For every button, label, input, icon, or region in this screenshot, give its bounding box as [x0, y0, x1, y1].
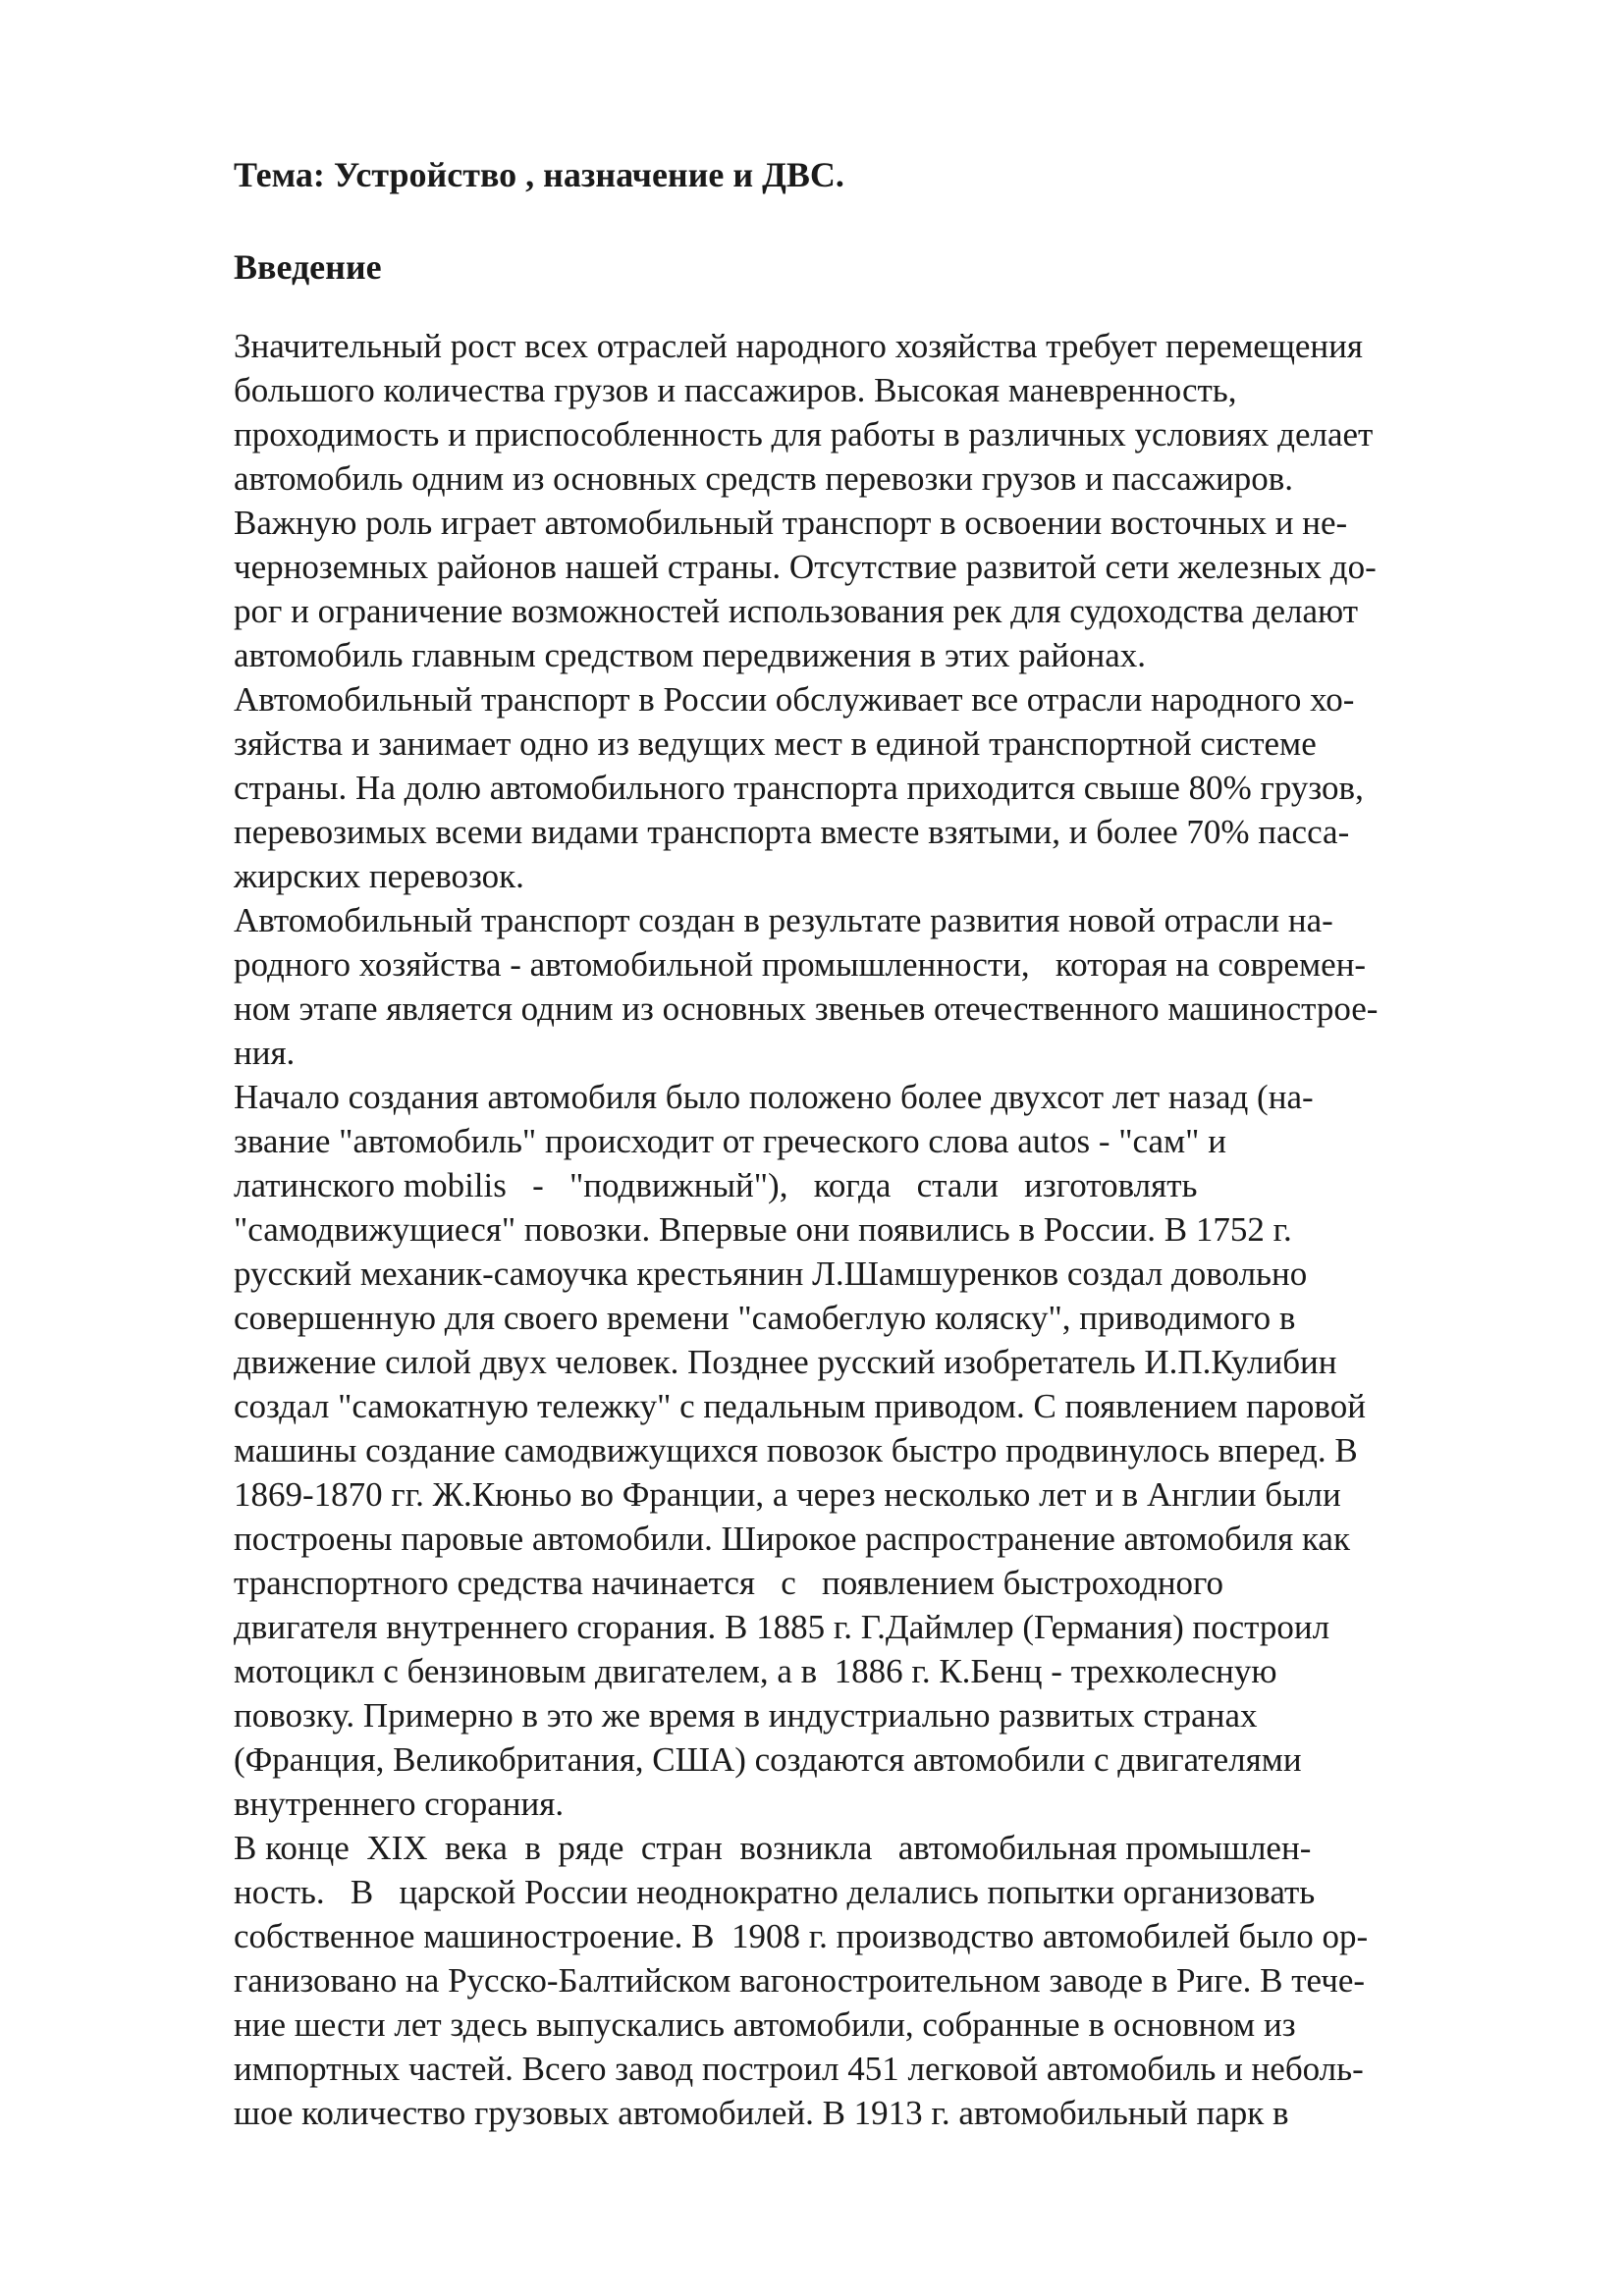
- body-text: [234, 324, 1530, 2135]
- text-line: Значительный рост всех отраслей народного хозяйства требует перемещения: [234, 327, 1363, 365]
- text-line: звание "автомобиль" происходит от греческого слова autos - "сам" и: [234, 1122, 1226, 1160]
- text-line: зяйства и занимает одно из ведущих мест в единой транспортной системе: [234, 724, 1317, 763]
- text-line: Автомобильный транспорт в России обслуживает все отрасли народного хо-: [234, 680, 1355, 719]
- text-line: ганизовано на Русско-Балтийском вагоностроительном заводе в Риге. В тече-: [234, 1961, 1366, 2000]
- text-line: автомобиль одним из основных средств перевозки грузов и пассажиров.: [234, 459, 1294, 498]
- text-line: ния.: [234, 1034, 296, 1072]
- text-line: жирских перевозок.: [234, 857, 524, 895]
- section-heading-introduction: Введение: [234, 247, 382, 287]
- document-title: Тема: Устройство , назначение и ДВС.: [234, 155, 844, 194]
- text-line: движение силой двух человек. Позднее русский изобретатель И.П.Кулибин: [234, 1343, 1337, 1381]
- text-line: латинского mobilis - "подвижный"), когда стали изготовлять: [234, 1166, 1198, 1204]
- text-line: черноземных районов нашей страны. Отсутствие развитой сети железных до-: [234, 548, 1377, 586]
- text-line: построены паровые автомобили. Широкое распространение автомобиля как: [234, 1520, 1350, 1558]
- text-line: ном этапе является одним из основных звеньев отечественного машинострое-: [234, 989, 1379, 1028]
- text-line: ние шести лет здесь выпускались автомобили, собранные в основном из: [234, 2005, 1296, 2044]
- text-line: 1869-1870 гг. Ж.Кюньо во Франции, а через несколько лет и в Англии были: [234, 1475, 1341, 1514]
- text-line: русский механик-самоучка крестьянин Л.Шамшуренков создал довольно: [234, 1255, 1308, 1293]
- text-line: ность. В царской России неоднократно делались попытки организовать: [234, 1873, 1316, 1911]
- text-line: создал "самокатную тележку" с педальным приводом. С появлением паровой: [234, 1387, 1366, 1425]
- text-line: внутреннего сгорания.: [234, 1785, 565, 1823]
- text-line: перевозимых всеми видами транспорта вместе взятыми, и более 70% пасса-: [234, 813, 1350, 851]
- text-line: собственное машиностроение. В 1908 г. производство автомобилей было ор-: [234, 1917, 1369, 1955]
- text-line: рог и ограничение возможностей использования рек для судоходства делают: [234, 592, 1359, 630]
- text-line: большого количества грузов и пассажиров. Высокая маневренность,: [234, 371, 1237, 409]
- text-line: Автомобильный транспорт создан в результате развития новой отрасли на-: [234, 901, 1333, 939]
- text-line: родного хозяйства - автомобильной промышленности, которая на современ-: [234, 945, 1367, 984]
- text-line: импортных частей. Всего завод построил 451 легковой автомобиль и неболь-: [234, 2050, 1364, 2088]
- text-line: транспортного средства начинается с появлением быстроходного: [234, 1564, 1224, 1602]
- text-line: "самодвижущиеся" повозки. Впервые они появились в России. В 1752 г.: [234, 1210, 1292, 1249]
- text-line: мотоцикл с бензиновым двигателем, а в 1886 г. К.Бенц - трехколесную: [234, 1652, 1277, 1690]
- text-line: автомобиль главным средством передвижения в этих районах.: [234, 636, 1147, 674]
- text-line: шое количество грузовых автомобилей. В 1913 г. автомобильный парк в: [234, 2094, 1289, 2132]
- text-line: (Франция, Великобритания, США) создаются автомобили с двигателями: [234, 1740, 1302, 1779]
- text-line: проходимость и приспособленность для работы в различных условиях делает: [234, 415, 1374, 454]
- text-line: Начало создания автомобиля было положено более двухсот лет назад (на-: [234, 1078, 1314, 1116]
- text-line: страны. На долю автомобильного транспорта приходится свыше 80% грузов,: [234, 769, 1364, 807]
- text-line: В конце XIX века в ряде стран возникла автомобильная промышлен-: [234, 1829, 1312, 1867]
- text-line: машины создание самодвижущихся повозок быстро продвинулось вперед. В: [234, 1431, 1358, 1469]
- text-line: Важную роль играет автомобильный транспорт в освоении восточных и не-: [234, 504, 1348, 542]
- text-line: повозку. Примерно в это же время в индустриально развитых странах: [234, 1696, 1258, 1735]
- text-line: двигателя внутреннего сгорания. В 1885 г. Г.Даймлер (Германия) построил: [234, 1608, 1330, 1646]
- text-line: совершенную для своего времени "самобеглую коляску", приводимого в: [234, 1299, 1296, 1337]
